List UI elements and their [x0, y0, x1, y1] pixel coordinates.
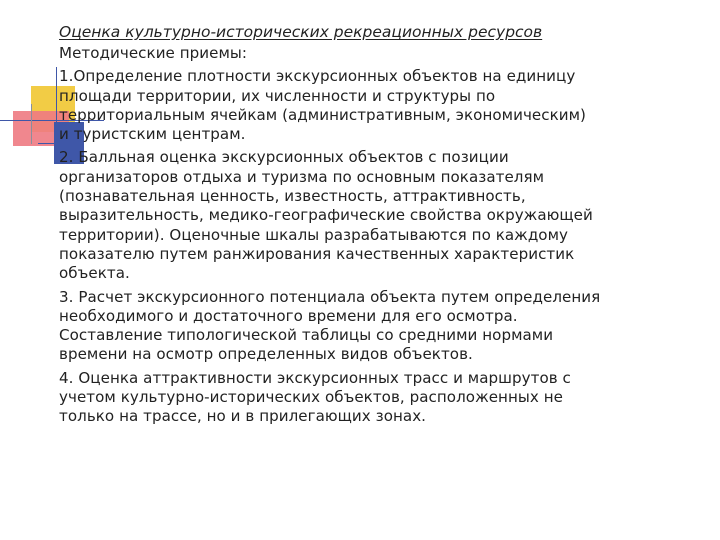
decorative-vertical-bar [31, 104, 32, 144]
method-item-3 [59, 288, 684, 365]
text-line: (познавательная ценность, известность, аттрактивность, [59, 187, 526, 206]
text-line: Составление типологической таблицы со средними нормами [59, 326, 554, 345]
text-line: 4. Оценка аттрактивности экскурсионных трасс и маршрутов с [59, 368, 571, 387]
text-line: учетом культурно-исторических объектов, расположенных не [59, 388, 563, 407]
text-line: площади территории, их численности и структуры по [59, 86, 496, 105]
text-line: времени на осмотр определенных видов объектов. [59, 345, 473, 364]
text-line: 1.Определение плотности экскурсионных объектов на единицу [59, 67, 576, 86]
text-line: показателю путем ранжирования качественных характеристик [59, 244, 575, 263]
text-line: организаторов отдыха и туризма по основным показателям [59, 167, 545, 186]
decorative-vertical-line [56, 67, 57, 159]
text-line: только на трассе, но и в прилегающих зонах. [59, 407, 427, 426]
methods-heading: Методические приемы: [59, 44, 248, 62]
text-line: необходимого и достаточного времени для его осмотра. [59, 306, 518, 325]
text-line: выразительность, медико-географические свойства окружающей [59, 206, 593, 225]
slide-body [59, 44, 684, 431]
text-line: 3. Расчет экскурсионного потенциала объекта путем определения [59, 287, 601, 306]
text-line: территории). Оценочные шкалы разрабатываются по каждому [59, 225, 569, 244]
text-line: объекта. [59, 264, 130, 283]
method-item-2 [59, 148, 684, 283]
method-item-4 [59, 369, 684, 427]
text-line: территориальным ячейкам (административным, экономическим) [59, 105, 586, 124]
text-line: 2. Балльная оценка экскурсионных объектов с позиции [59, 148, 509, 167]
method-item-1 [59, 67, 684, 144]
slide-title: Оценка культурно-исторических рекреационных ресурсов [59, 23, 543, 41]
text-line: и туристским центрам. [59, 125, 246, 144]
